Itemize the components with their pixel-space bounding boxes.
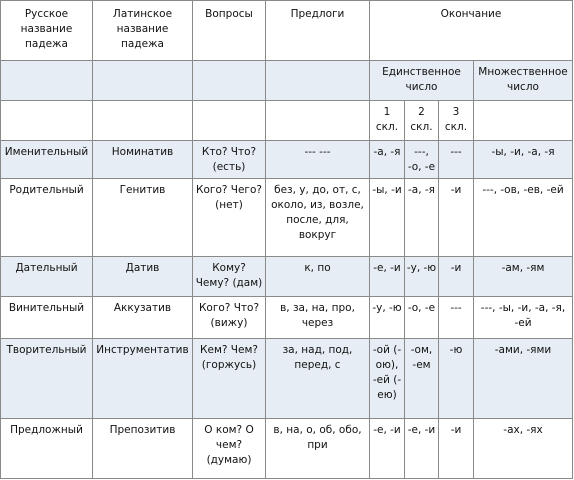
header-russian-name: Русское название падежа [1,1,93,61]
empty-cell [193,101,266,141]
ending-declension-1: -а, -я [370,141,405,179]
case-questions: Кто? Что? (есть) [193,141,266,179]
ending-declension-2: -а, -я [405,179,439,257]
case-questions: Кем? Чем? (горжусь) [193,339,266,419]
ending-declension-2: -е, -и [405,419,439,479]
ending-plural: -ам, -ям [474,257,573,297]
empty-cell [193,61,266,101]
table-row [1,179,573,257]
table-row [1,297,573,339]
case-russian-name: Родительный [1,179,93,257]
ending-declension-3: -и [439,179,474,257]
empty-cell [1,101,93,141]
header-questions: Вопросы [193,1,266,61]
empty-cell [266,61,370,101]
header-prepositions: Предлоги [266,1,370,61]
ending-plural: ---, -ы, -и, -а, -я, -ей [474,297,573,339]
case-latin-name: Номинатив [93,141,193,179]
ending-declension-1: -е, -и [370,257,405,297]
ending-declension-1: -ы, -и [370,179,405,257]
case-russian-name: Именительный [1,141,93,179]
ending-declension-3: --- [439,141,474,179]
ending-declension-1: -ой (-ою), -ей (-ею) [370,339,405,419]
case-prepositions: за, над, под, перед, с [266,339,370,419]
empty-cell [474,101,573,141]
case-latin-name: Препозитив [93,419,193,479]
ending-declension-1: -е, -и [370,419,405,479]
case-russian-name: Предложный [1,419,93,479]
ending-plural: -ах, -ях [474,419,573,479]
header-declension-1: 1 скл. [370,101,405,141]
ending-declension-1: -у, -ю [370,297,405,339]
ending-declension-2: ---, -о, -е [405,141,439,179]
ending-declension-3: -и [439,419,474,479]
empty-cell [1,61,93,101]
case-latin-name: Датив [93,257,193,297]
table-row [1,257,573,297]
case-russian-name: Винительный [1,297,93,339]
case-latin-name: Аккузатив [93,297,193,339]
case-latin-name: Инструментатив [93,339,193,419]
case-prepositions: к, по [266,257,370,297]
header-singular: Единственное число [370,61,474,101]
case-russian-name: Творительный [1,339,93,419]
ending-declension-3: -ю [439,339,474,419]
header-plural: Множественное число [474,61,573,101]
case-prepositions: --- --- [266,141,370,179]
case-prepositions: в, на, о, об, обо, при [266,419,370,479]
header-declension-3: 3 скл. [439,101,474,141]
empty-cell [266,101,370,141]
table-row [1,339,573,419]
case-prepositions: в, за, на, про, через [266,297,370,339]
ending-declension-3: -и [439,257,474,297]
ending-plural: ---, -ов, -ев, -ей [474,179,573,257]
empty-cell [93,61,193,101]
ending-plural: -ами, -ями [474,339,573,419]
ending-plural: -ы, -и, -а, -я [474,141,573,179]
ending-declension-2: -у, -ю [405,257,439,297]
header-latin-name: Латинское название падежа [93,1,193,61]
case-questions: Кого? Чего? (нет) [193,179,266,257]
header-ending: Окончание [370,1,573,61]
table-row [1,419,573,479]
case-prepositions: без, у, до, от, с, около, из, возле, после, для, вокруг [266,179,370,257]
case-questions: Кому? Чему? (дам) [193,257,266,297]
ending-declension-2: -ом, -ем [405,339,439,419]
case-questions: Кого? Что? (вижу) [193,297,266,339]
ending-declension-2: -о, -е [405,297,439,339]
header-declension-2: 2 скл. [405,101,439,141]
case-latin-name: Генитив [93,179,193,257]
case-russian-name: Дательный [1,257,93,297]
ending-declension-3: --- [439,297,474,339]
case-questions: О ком? О чем? (думаю) [193,419,266,479]
empty-cell [93,101,193,141]
table-row [1,141,573,179]
